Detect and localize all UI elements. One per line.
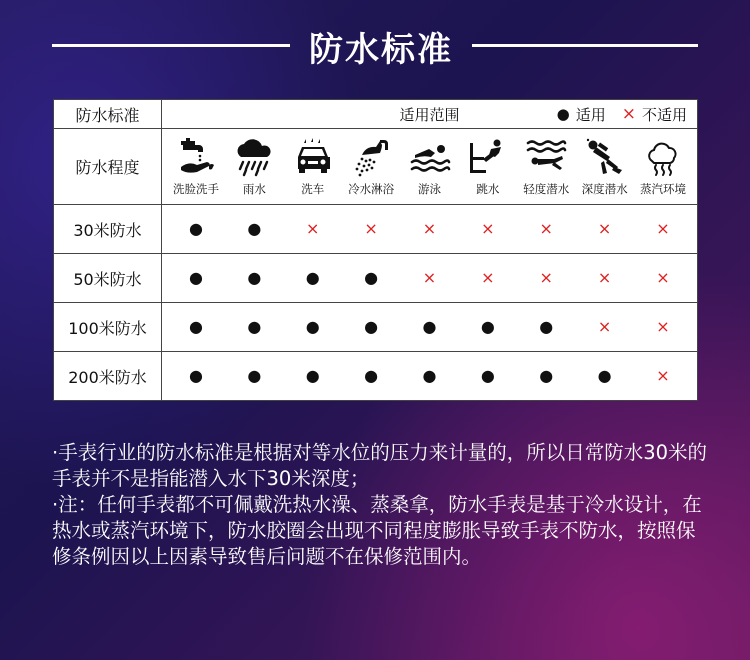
rating-cell-strip <box>162 270 697 286</box>
header-label: 防水标准 <box>54 100 162 129</box>
suitable-dot-icon: ● <box>539 366 554 385</box>
diving-board-icon <box>467 137 509 177</box>
rating-label: 30米防水 <box>54 205 162 254</box>
suitable-dot-icon: ● <box>189 317 203 336</box>
unsuitable-cross-icon: × <box>306 219 320 238</box>
note-hot-water: ·注：任何手表都不可佩戴洗热水澡、蒸桑拿，防水手表是基于冷水设计，在热水或蒸汽环境下，防水胶圈会出现不同程度膨胀导致手表不防水，按照保修条例因以上因素导致售后问题不在保修范围内。 <box>52 493 702 568</box>
table-row <box>54 303 698 352</box>
unsuitable-cross-icon: × <box>597 219 612 238</box>
activity-label: 轻度潜水 <box>523 181 570 196</box>
title-divider-right <box>472 44 698 47</box>
note-pressure: ·手表行业的防水标准是根据对等水位的压力来计量的，所以日常防水30米的手表并不是指能潜入水下30米深度； <box>52 441 708 490</box>
legend <box>557 100 687 128</box>
activity-swimming <box>402 137 458 197</box>
activity-label: 冷水淋浴 <box>348 181 395 196</box>
unsuitable-cross-icon: × <box>539 219 553 238</box>
activity-icon-row <box>54 129 698 205</box>
suitable-dot-icon: ● <box>305 317 320 336</box>
suitable-dot-icon: ● <box>247 317 262 336</box>
unsuitable-cross-icon: × <box>539 268 553 287</box>
suitable-dot-icon: ● <box>422 317 437 336</box>
rating-cells <box>162 205 698 254</box>
rating-cells <box>162 303 698 352</box>
activity-label: 雨水 <box>242 181 266 196</box>
scope-label: 适用范围 <box>399 105 460 124</box>
suitable-dot-icon: ● <box>480 366 495 385</box>
unsuitable-cross-icon: × <box>656 268 670 287</box>
title-divider-left <box>52 44 290 47</box>
activity-light-dive <box>518 137 574 197</box>
unsuitable-cross-icon: × <box>481 219 495 238</box>
suitable-dot-icon: ● <box>305 366 320 385</box>
unsuitable-cross-icon: × <box>422 268 437 287</box>
activity-label: 洗车 <box>301 181 325 196</box>
rating-cells <box>162 352 698 401</box>
suitable-dot-icon: ● <box>189 219 203 238</box>
activity-label: 跳水 <box>476 181 500 196</box>
suitable-dot-icon: ● <box>189 268 203 287</box>
suitable-dot-icon: ● <box>597 366 612 385</box>
legend-dot-label: 适用 <box>575 105 606 124</box>
steam-icon <box>642 137 684 177</box>
activity-car-wash <box>285 137 341 197</box>
legend-cross-label: 不适用 <box>641 105 687 124</box>
scuba-diver-icon <box>584 137 626 177</box>
unsuitable-cross-icon: × <box>656 317 670 336</box>
activity-icon-strip <box>162 137 697 197</box>
activity-rain <box>226 137 282 197</box>
unsuitable-cross-icon: × <box>656 219 670 238</box>
activity-label: 洗脸洗手 <box>173 181 219 196</box>
suitable-dot-icon: ● <box>247 366 262 385</box>
suitable-dot-icon: ● <box>247 219 262 238</box>
activity-deep-dive <box>577 137 633 197</box>
suitable-dot-icon: ● <box>189 366 203 385</box>
suitable-dot-icon: ● <box>305 268 320 287</box>
activity-wash-hands <box>168 137 224 197</box>
rating-cells <box>162 254 698 303</box>
rating-label: 50米防水 <box>54 254 162 303</box>
unsuitable-cross-icon: × <box>481 268 495 287</box>
car-wash-icon <box>292 137 334 177</box>
rating-label: 200米防水 <box>54 352 162 401</box>
suitable-dot-icon: ● <box>364 366 379 385</box>
rating-cell-strip <box>162 221 697 237</box>
scope-header <box>162 100 698 129</box>
suitable-dot-icon: ● <box>364 317 379 336</box>
activity-label: 游泳 <box>418 181 441 196</box>
unsuitable-cross-icon: × <box>422 219 437 238</box>
shower-head-icon <box>350 137 392 177</box>
activity-icons-cell <box>162 129 698 205</box>
table-header-row <box>54 100 698 129</box>
table-row <box>54 254 698 303</box>
notes-section <box>52 440 712 570</box>
unsuitable-cross-icon: × <box>597 268 612 287</box>
activity-steam <box>635 137 691 197</box>
rating-label: 100米防水 <box>54 303 162 352</box>
suitable-dot-icon: ● <box>364 268 379 287</box>
waterproof-table <box>53 99 698 401</box>
table-row <box>54 352 698 401</box>
unsuitable-cross-icon: × <box>364 219 378 238</box>
table-row <box>54 205 698 254</box>
activity-diving <box>460 137 516 197</box>
suitable-dot-icon: ● <box>247 268 262 287</box>
suitable-dot-icon: ● <box>422 366 437 385</box>
unsuitable-cross-icon: × <box>597 317 612 336</box>
swimmer-icon <box>409 137 451 177</box>
activity-label: 深度潜水 <box>581 181 628 196</box>
activity-label: 蒸汽环境 <box>640 181 686 196</box>
legend-cross-icon: × <box>621 104 636 124</box>
suitable-dot-icon: ● <box>480 317 495 336</box>
page-title: 防水标准 <box>309 30 453 70</box>
legend-dot-icon: ● <box>556 105 570 123</box>
light-dive-icon <box>525 137 567 177</box>
faucet-hands-icon <box>175 137 217 177</box>
activity-cold-shower <box>343 137 399 197</box>
rating-cell-strip <box>162 319 697 335</box>
level-label: 防水程度 <box>54 129 162 205</box>
title-row <box>0 18 750 74</box>
unsuitable-cross-icon: × <box>656 366 670 385</box>
rain-cloud-icon <box>233 137 275 177</box>
rating-cell-strip <box>162 368 697 384</box>
suitable-dot-icon: ● <box>539 317 554 336</box>
